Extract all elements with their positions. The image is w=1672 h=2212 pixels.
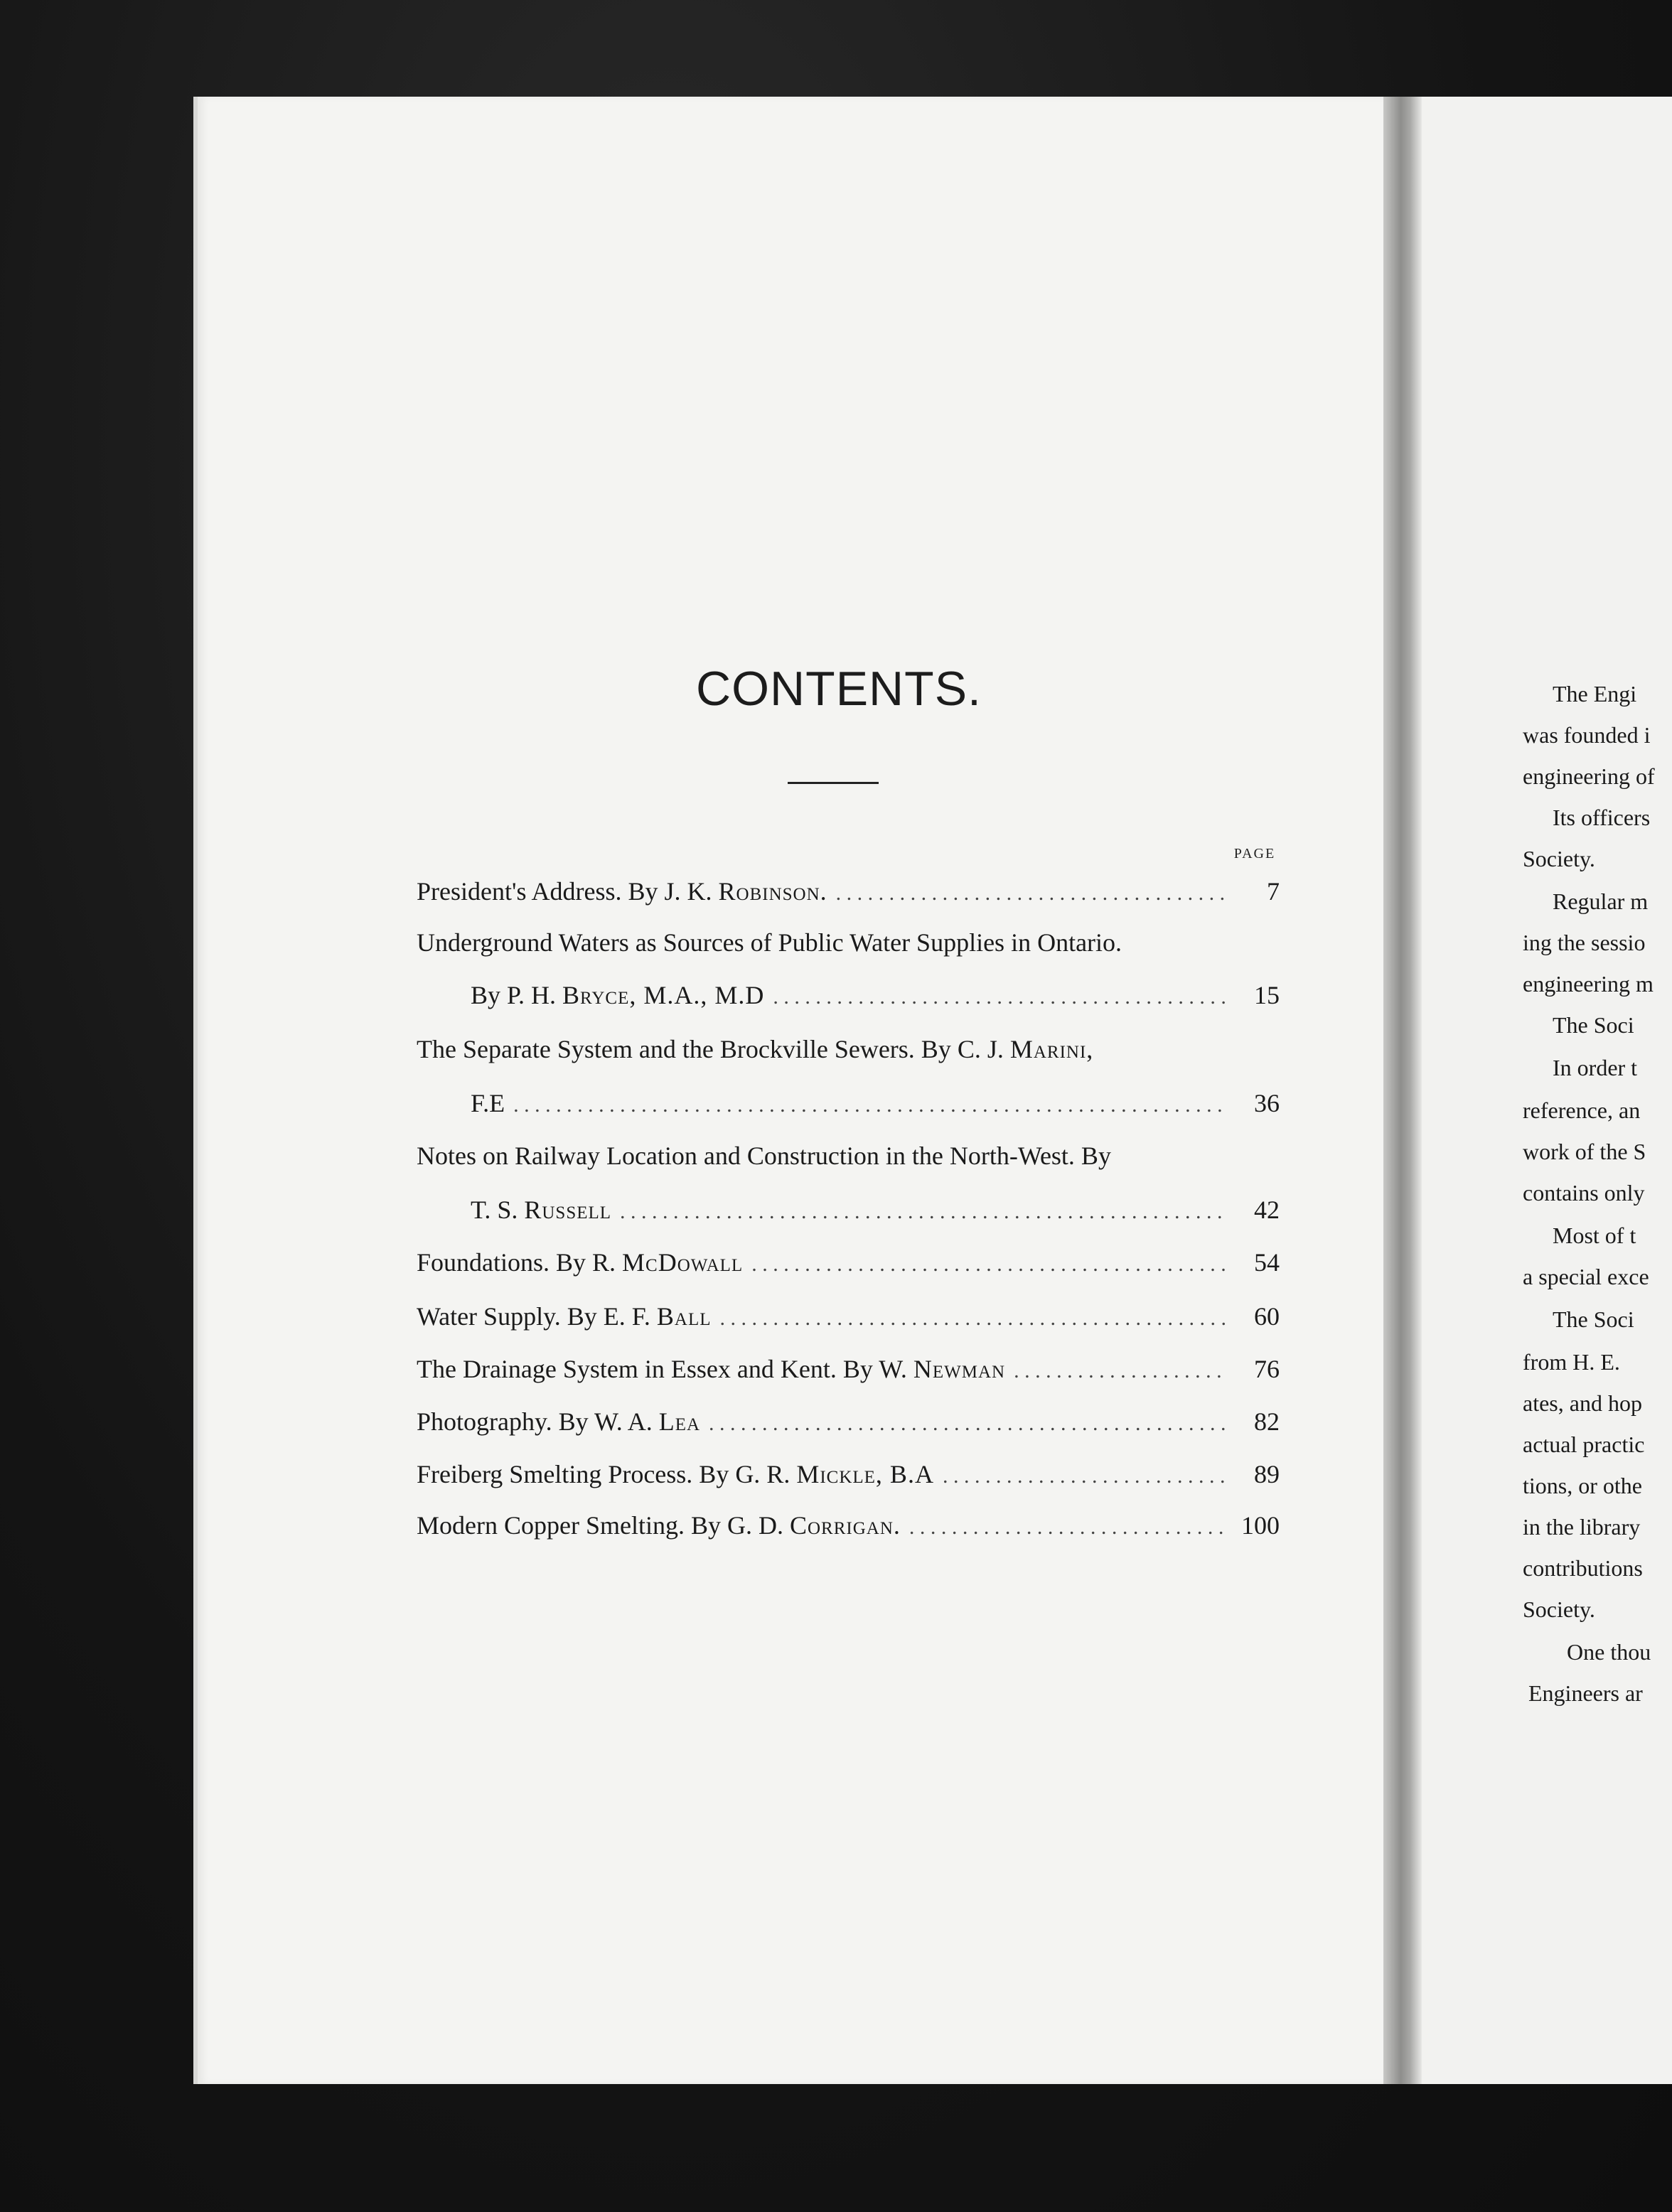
text-line: One thou (1567, 1639, 1651, 1665)
entry-page: 100 (1241, 1511, 1280, 1540)
page-column-label: PAGE (1233, 846, 1276, 861)
entry-page: 82 (1254, 1407, 1280, 1436)
text-line: from H. E. (1523, 1349, 1620, 1375)
right-page (1422, 97, 1672, 2084)
leader-dots (620, 1201, 1228, 1223)
toc-entry (417, 1513, 1280, 1538)
text-line: engineering m (1523, 971, 1654, 997)
entry-title: F.E (471, 1089, 505, 1117)
text-line: contains only (1523, 1180, 1645, 1206)
text-line: Regular m (1553, 888, 1649, 914)
toc-entry (417, 1409, 1280, 1434)
entry-page: 60 (1254, 1302, 1280, 1331)
entry-title: Water Supply. By E. F. Ball (417, 1302, 712, 1331)
entry-title: The Drainage System in Essex and Kent. By W. Newman (417, 1355, 1006, 1383)
text-line: Most of t (1553, 1223, 1636, 1248)
leader-dots (909, 1517, 1228, 1538)
entry-title: The Separate System and the Brockville Sewers. By C. J. Marini, (417, 1035, 1094, 1063)
leader-dots (773, 987, 1228, 1008)
toc-entry (417, 1250, 1280, 1275)
entry-page: 42 (1254, 1196, 1280, 1224)
text-line: ing the sessio (1523, 930, 1646, 955)
entry-page: 54 (1254, 1248, 1280, 1277)
leader-dots (943, 1466, 1228, 1487)
heading-rule (788, 782, 879, 784)
text-line: was founded i (1523, 722, 1651, 748)
leader-dots (1014, 1360, 1228, 1382)
text-line: contributions (1523, 1555, 1643, 1581)
entry-title: T. S. Russell (471, 1196, 612, 1224)
toc-entry (417, 1356, 1280, 1382)
entry-title: By P. H. Bryce, M.A., M.D (471, 981, 765, 1009)
text-line: reference, an (1523, 1097, 1641, 1123)
text-line: The Soci (1553, 1012, 1634, 1038)
text-line: Society. (1523, 1596, 1595, 1622)
toc-entry (417, 1461, 1280, 1487)
entry-title: Photography. By W. A. Lea (417, 1407, 701, 1436)
toc-entry (417, 1036, 1093, 1062)
text-line: tions, or othe (1523, 1473, 1642, 1498)
text-line: in the library (1523, 1514, 1641, 1540)
text-line: Engineers ar (1528, 1680, 1643, 1706)
contents-heading: CONTENTS. (696, 662, 982, 716)
entry-title: President's Address. By J. K. Robinson. (417, 877, 827, 906)
leader-dots (836, 883, 1228, 904)
entry-title: Foundations. By R. McDowall (417, 1248, 744, 1277)
text-line: actual practic (1523, 1432, 1645, 1457)
toc-entry (417, 930, 1122, 955)
entry-page: 89 (1254, 1460, 1280, 1488)
entry-title: Notes on Railway Location and Construction in the North-West. By (417, 1142, 1111, 1170)
leader-dots (751, 1254, 1228, 1275)
toc-entry (417, 1304, 1280, 1329)
leader-dots (709, 1413, 1228, 1434)
entry-page: 15 (1254, 981, 1280, 1009)
entry-title: Underground Waters as Sources of Public Water Supplies in Ontario. (417, 928, 1122, 957)
toc-entry (417, 1143, 1111, 1169)
toc-entry (471, 1197, 1280, 1223)
toc-entry (471, 982, 1280, 1008)
toc-entry (417, 879, 1280, 904)
entry-title: Modern Copper Smelting. By G. D. Corrigan. (417, 1511, 901, 1540)
book-gutter (1383, 97, 1422, 2084)
entry-page: 36 (1254, 1089, 1280, 1117)
text-line: a special exce (1523, 1264, 1649, 1289)
text-line: engineering of (1523, 763, 1655, 789)
text-line: The Soci (1553, 1306, 1634, 1332)
text-line: Its officers (1553, 805, 1651, 830)
text-line: work of the S (1523, 1139, 1646, 1164)
entry-title: Freiberg Smelting Process. By G. R. Mickle, B.A (417, 1460, 934, 1488)
text-line: Society. (1523, 846, 1595, 871)
toc-entry (471, 1090, 1280, 1116)
leader-dots (719, 1308, 1228, 1329)
entry-page: 7 (1267, 877, 1280, 906)
text-line: In order t (1553, 1055, 1638, 1080)
text-line: ates, and hop (1523, 1390, 1642, 1416)
leader-dots (513, 1095, 1228, 1116)
entry-page: 76 (1254, 1355, 1280, 1383)
text-line: The Engi (1553, 681, 1637, 707)
